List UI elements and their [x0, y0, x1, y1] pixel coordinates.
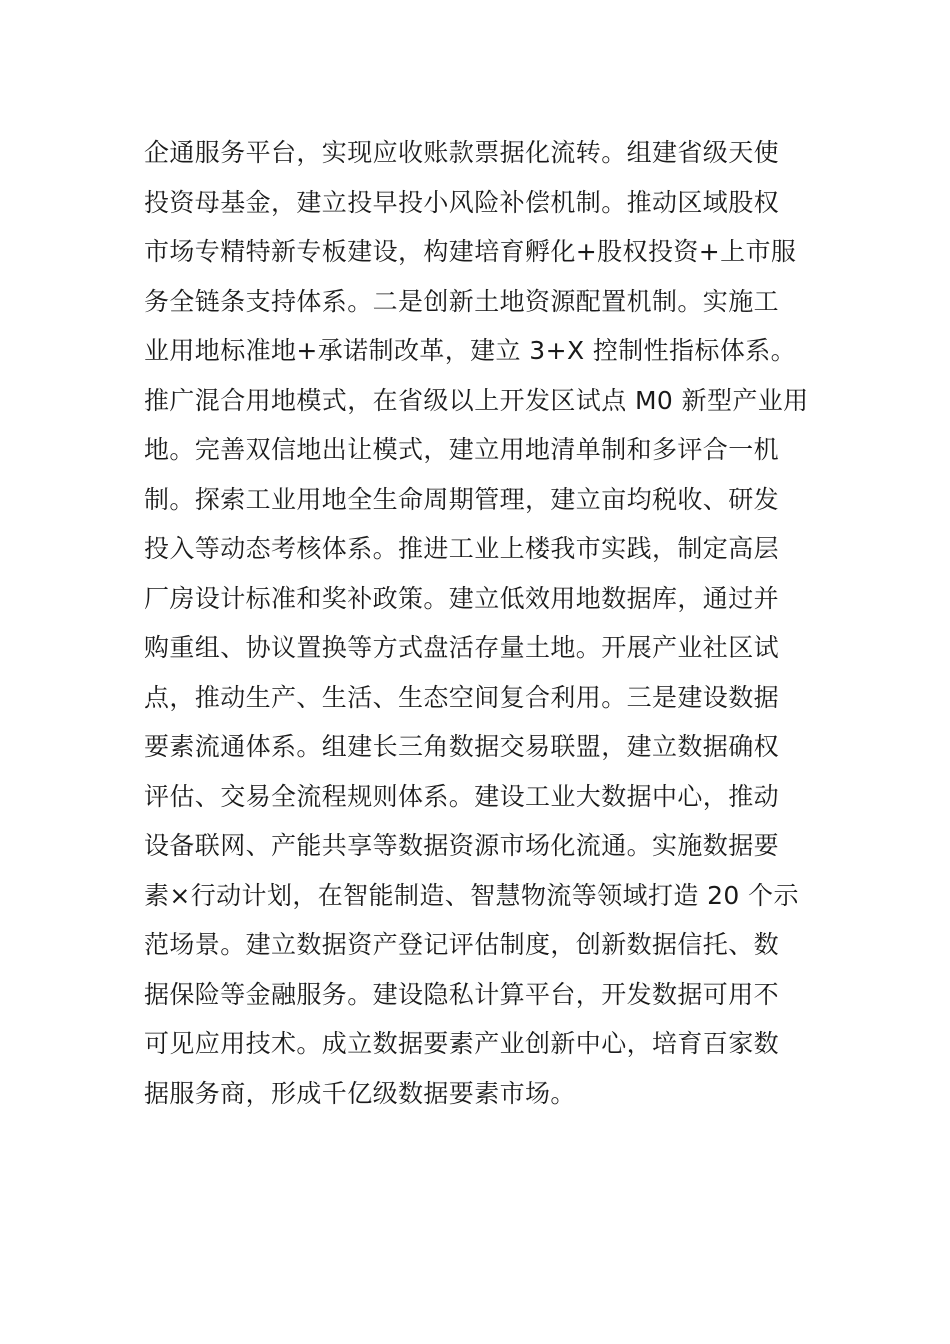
text-line: 务全链条支持体系。二是创新土地资源配置机制。实施工	[144, 286, 780, 316]
text-line: 投入等动态考核体系。推进工业上楼我市实践，制定高层	[144, 534, 780, 563]
text-line: 业用地标准地+承诺制改革，建立 3+X 控制性指标体系。	[144, 336, 797, 365]
text-line: 厂房设计标准和奖补政策。建立低效用地数据库，通过并	[144, 583, 780, 613]
text-line: 范场景。建立数据资产登记评估制度，创新数据信托、数	[144, 930, 780, 959]
text-line: 投资母基金，建立投早投小风险补偿机制。推动区域股权	[144, 187, 780, 217]
text-line: 据保险等金融服务。建设隐私计算平台，开发数据可用不	[144, 979, 780, 1009]
text-line: 评估、交易全流程规则体系。建设工业大数据中心，推动	[144, 781, 780, 811]
text-line: 要素流通体系。组建长三角数据交易联盟，建立数据确权	[144, 732, 780, 761]
text-line: 地。完善双信地出让模式，建立用地清单制和多评合一机	[144, 435, 780, 464]
text-line: 设备联网、产能共享等数据资源市场化流通。实施数据要	[144, 831, 780, 860]
text-line: 推广混合用地模式，在省级以上开发区试点 M0 新型产业用	[144, 385, 809, 415]
body-text	[144, 128, 808, 1118]
text-line: 购重组、协议置换等方式盘活存量土地。开展产业社区试	[144, 633, 780, 662]
text-line: 可见应用技术。成立数据要素产业创新中心，培育百家数	[144, 1029, 780, 1058]
text-line: 素×行动计划，在智能制造、智慧物流等领域打造 20 个示	[144, 880, 799, 910]
text-line: 据服务商，形成千亿级数据要素市场。	[144, 1078, 576, 1108]
text-line: 企通服务平台，实现应收账款票据化流转。组建省级天使	[144, 138, 780, 167]
text-line: 市场专精特新专板建设，构建培育孵化+股权投资+上市服	[144, 237, 797, 266]
text-line: 制。探索工业用地全生命周期管理，建立亩均税收、研发	[144, 484, 780, 514]
text-line: 点，推动生产、生活、生态空间复合利用。三是建设数据	[144, 682, 780, 712]
